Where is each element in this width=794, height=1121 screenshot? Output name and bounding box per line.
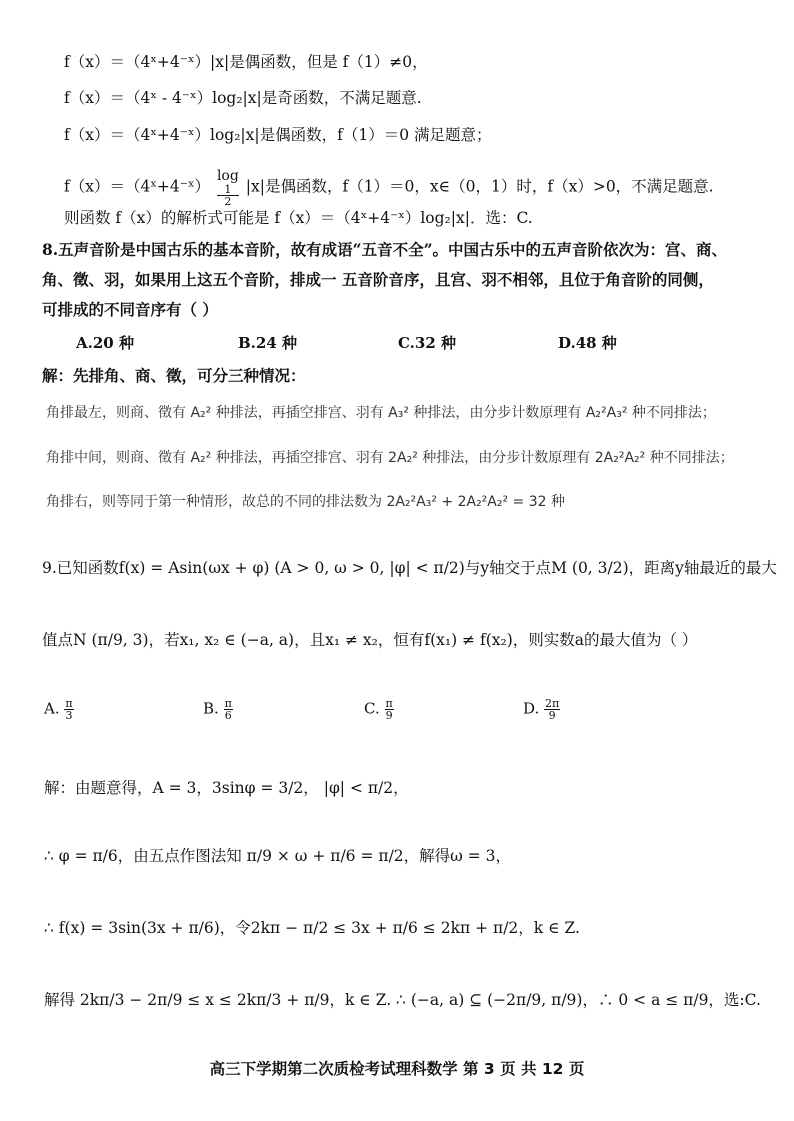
log-base-numerator: 1 [217,184,239,196]
log-base-fraction [217,184,239,207]
q8-option-a: A.20 种 [76,334,134,352]
log-text: log [216,168,239,184]
q9-option-b [203,698,233,721]
prev-line-2: f（x）＝（4ˣ - 4⁻ˣ）log₂|x|是奇函数，不满足题意. [64,89,422,107]
prev-line-1: f（x）＝（4ˣ+4⁻ˣ）|x|是偶函数，但是 f（1）≠0， [64,53,428,71]
prev-line-4-func: f（x）＝（4ˣ+4⁻ˣ） [64,177,211,196]
q9-option-c [364,698,394,721]
q9-option-a-denominator: 3 [65,709,73,722]
q9-option-b-label: B. [203,699,219,718]
q8-solution-case-3: 角排右，则等同于第一种情形，故总的不同的排法数为 2A₂²A₃² + 2A₂²A₂² = 32 种 [46,494,565,510]
q9-option-d-fraction [544,698,560,721]
prev-line-4-rest: |x|是偶函数，f（1）＝0，x∈（0，1）时，f（x）>0，不满足题意. [245,177,714,196]
prev-conclusion: 则函数 f（x）的解析式可能是 f（x）＝（4ˣ+4⁻ˣ）log₂|x|．选：C. [64,209,533,227]
prev-line-3: f（x）＝（4ˣ+4⁻ˣ）log₂|x|是偶函数，f（1）＝0 满足题意； [64,126,492,144]
q9-solution-line-2: ∴ φ = π/6，由五点作图法知 π/9 × ω + π/6 = π/2，解得ω = 3， [44,847,511,865]
q9-solution-line-4: 解得 2kπ/3 − 2π/9 ≤ x ≤ 2kπ/3 + π/9，k ∈ Z. ∴ (−a, a) ⊆ (−2π/9, π/9)，∴ 0 < a ≤ π/9，选:C. [44,991,761,1009]
q8-option-d: D.48 种 [558,334,617,352]
q9-option-b-fraction [224,698,233,721]
q9-option-d-denominator: 9 [548,709,556,722]
q9-option-d [523,698,560,721]
q8-option-c: C.32 种 [398,334,456,352]
prev-line-4 [64,168,714,207]
q8-solution-case-2: 角排中间，则商、徵有 A₂² 种排法，再插空排宫、羽有 2A₂² 种排法，由分步计数原理有 2A₂²A₂² 种不同排法； [46,450,734,466]
log-base-denominator: 2 [224,195,232,208]
q9-option-b-numerator: π [224,697,232,710]
log-half [217,168,239,207]
q9-option-c-label: C. [364,699,380,718]
q8-stem-line-3: 可排成的不同音序有（ ） [42,300,218,319]
q8-stem-line-1: 8.五声音阶是中国古乐的基本音阶，故有成语“五音不全”。中国古乐中的五声音阶依次为：宫、商、 [42,240,728,259]
q9-option-a [44,698,74,721]
q9-solution-line-3: ∴ f(x) = 3sin(3x + π/6)，令2kπ − π/2 ≤ 3x + π/6 ≤ 2kπ + π/2，k ∈ Z. [44,919,580,937]
q8-option-b: B.24 种 [238,334,297,352]
q9-option-d-numerator: 2π [545,697,560,710]
q9-solution-line-1: 解：由题意得，A = 3，3sinφ = 3/2， |φ| < π/2， [44,779,409,797]
q9-option-a-label: A. [44,699,60,718]
q9-option-d-label: D. [523,699,540,718]
q8-stem-line-2: 角、徵、羽，如果用上这五个音阶，排成一 五音阶音序，且宫、羽不相邻，且位于角音阶的同侧， [42,270,714,289]
q8-solution-heading: 解：先排角、商、徵，可分三种情况： [42,366,306,385]
q9-option-a-fraction [64,698,73,721]
q8-solution-case-1: 角排最左，则商、徵有 A₂² 种排法，再插空排宫、羽有 A₃² 种排法，由分步计数原理有 A₂²A₃² 种不同排法； [46,405,716,421]
q9-option-c-fraction [385,698,394,721]
q9-option-c-numerator: π [385,697,393,710]
q9-option-c-denominator: 9 [385,709,393,722]
page-footer: 高三下学期第二次质检考试理科数学 第 3 页 共 12 页 [209,1060,585,1078]
q9-option-a-numerator: π [65,697,73,710]
q9-stem-line-1: 9.已知函数f(x) = Asin(ωx + φ) (A > 0, ω > 0, |φ| < π/2)与y轴交于点M (0, 3/2)，距离y轴最近的最大 [42,559,777,577]
q9-stem-line-2: 值点N (π/9, 3)，若x₁, x₂ ∈ (−a, a)，且x₁ ≠ x₂，恒有f(x₁) ≠ f(x₂)，则实数a的最大值为（ ） [42,631,698,649]
q9-option-b-denominator: 6 [224,709,232,722]
